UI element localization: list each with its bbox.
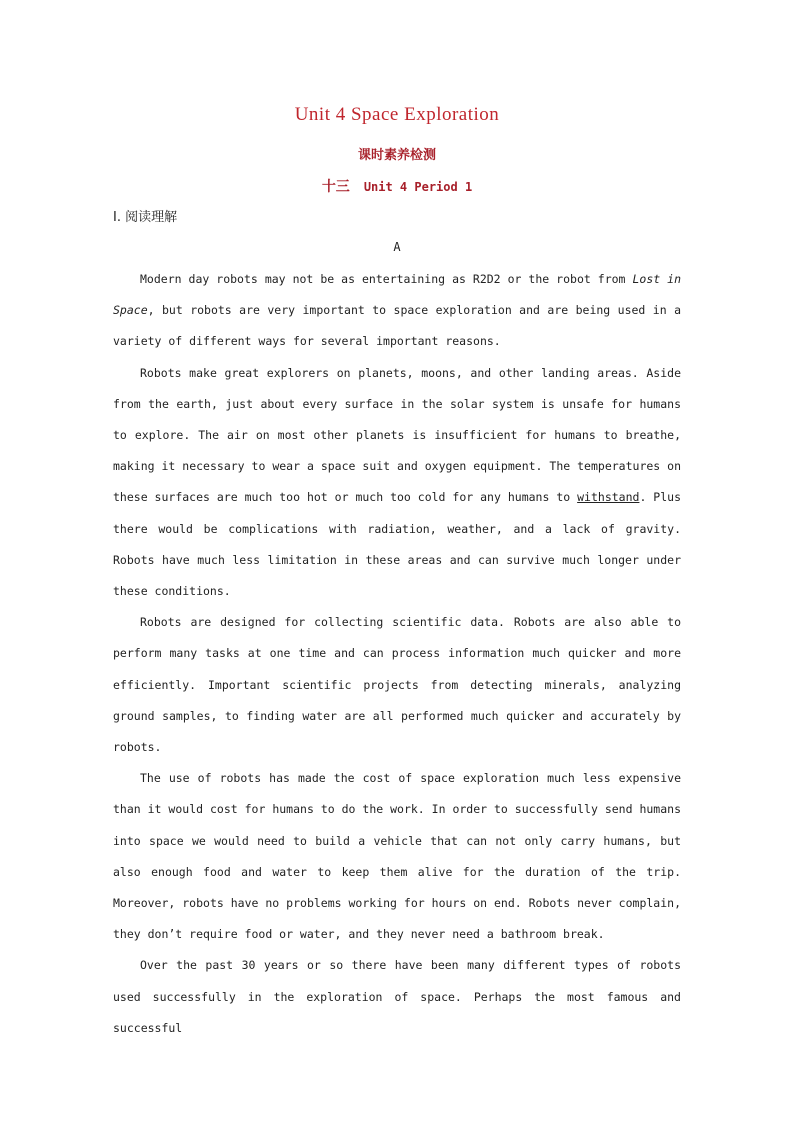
paragraph-1-text-c: , but robots are very important to space exploration and are being used in a variety of different ways for several important reasons.	[113, 303, 681, 349]
movie-title-italic: Lost in Space	[113, 272, 681, 318]
period-label: Unit 4 Period 1	[363, 180, 473, 194]
passage-label: A	[393, 240, 401, 254]
paragraph-4: The use of robots has made the cost of space exploration much less expensive than it would cost for humans to do the work. In order to successfully send humans into space we would need to build a vehicle that can not only carry humans, but also enough food and water to keep them alive for the duration of the trip. Moreover, robots have no problems working for hours on end. Robots never complain, they don’t require food or water, and they never need a bathroom break.	[113, 771, 681, 942]
period-number: 十三	[321, 179, 350, 195]
paragraph-2-text-a: Robots make great explorers on planets, moons, and other landing areas. Aside from the earth, just about every surface in the solar system is unsafe for humans to explore. The air on most other planets is insufficient for humans to breathe, making it necessary to wear a space suit and oxygen equipment. The temperatures on these surfaces are much too hot or much too cold for any humans to	[113, 365, 681, 505]
document-subtitle: 课时素养检测	[357, 148, 436, 163]
paragraph-2-text-c: . Plus there would be complications with radiation, weather, and a lack of gravity. Robots have much less limitation in these areas and can survive much longer under these conditions.	[113, 490, 681, 599]
section-heading: Ⅰ. 阅读理解	[113, 210, 178, 225]
paragraph-5: Over the past 30 years or so there have been many different types of robots used successfully in the exploration of space. Perhaps the most famous and successful	[113, 958, 681, 1035]
paragraph-2	[113, 358, 681, 608]
passage-body	[113, 264, 681, 1044]
paragraph-1-text-a: Modern day robots may not be as entertaining as R2D2 or the robot from	[140, 272, 633, 286]
underlined-word: withstand	[577, 490, 640, 505]
period-heading	[0, 176, 794, 196]
unit-title: Unit 4 Space Exploration	[294, 104, 500, 125]
paragraph-1	[113, 264, 681, 358]
paragraph-3: Robots are designed for collecting scientific data. Robots are also able to perform many tasks at one time and can process information much quicker and more efficiently. Important scientific projects from detecting minerals, analyzing ground samples, to finding water are all performed much quicker and accurately by robots.	[113, 615, 681, 755]
